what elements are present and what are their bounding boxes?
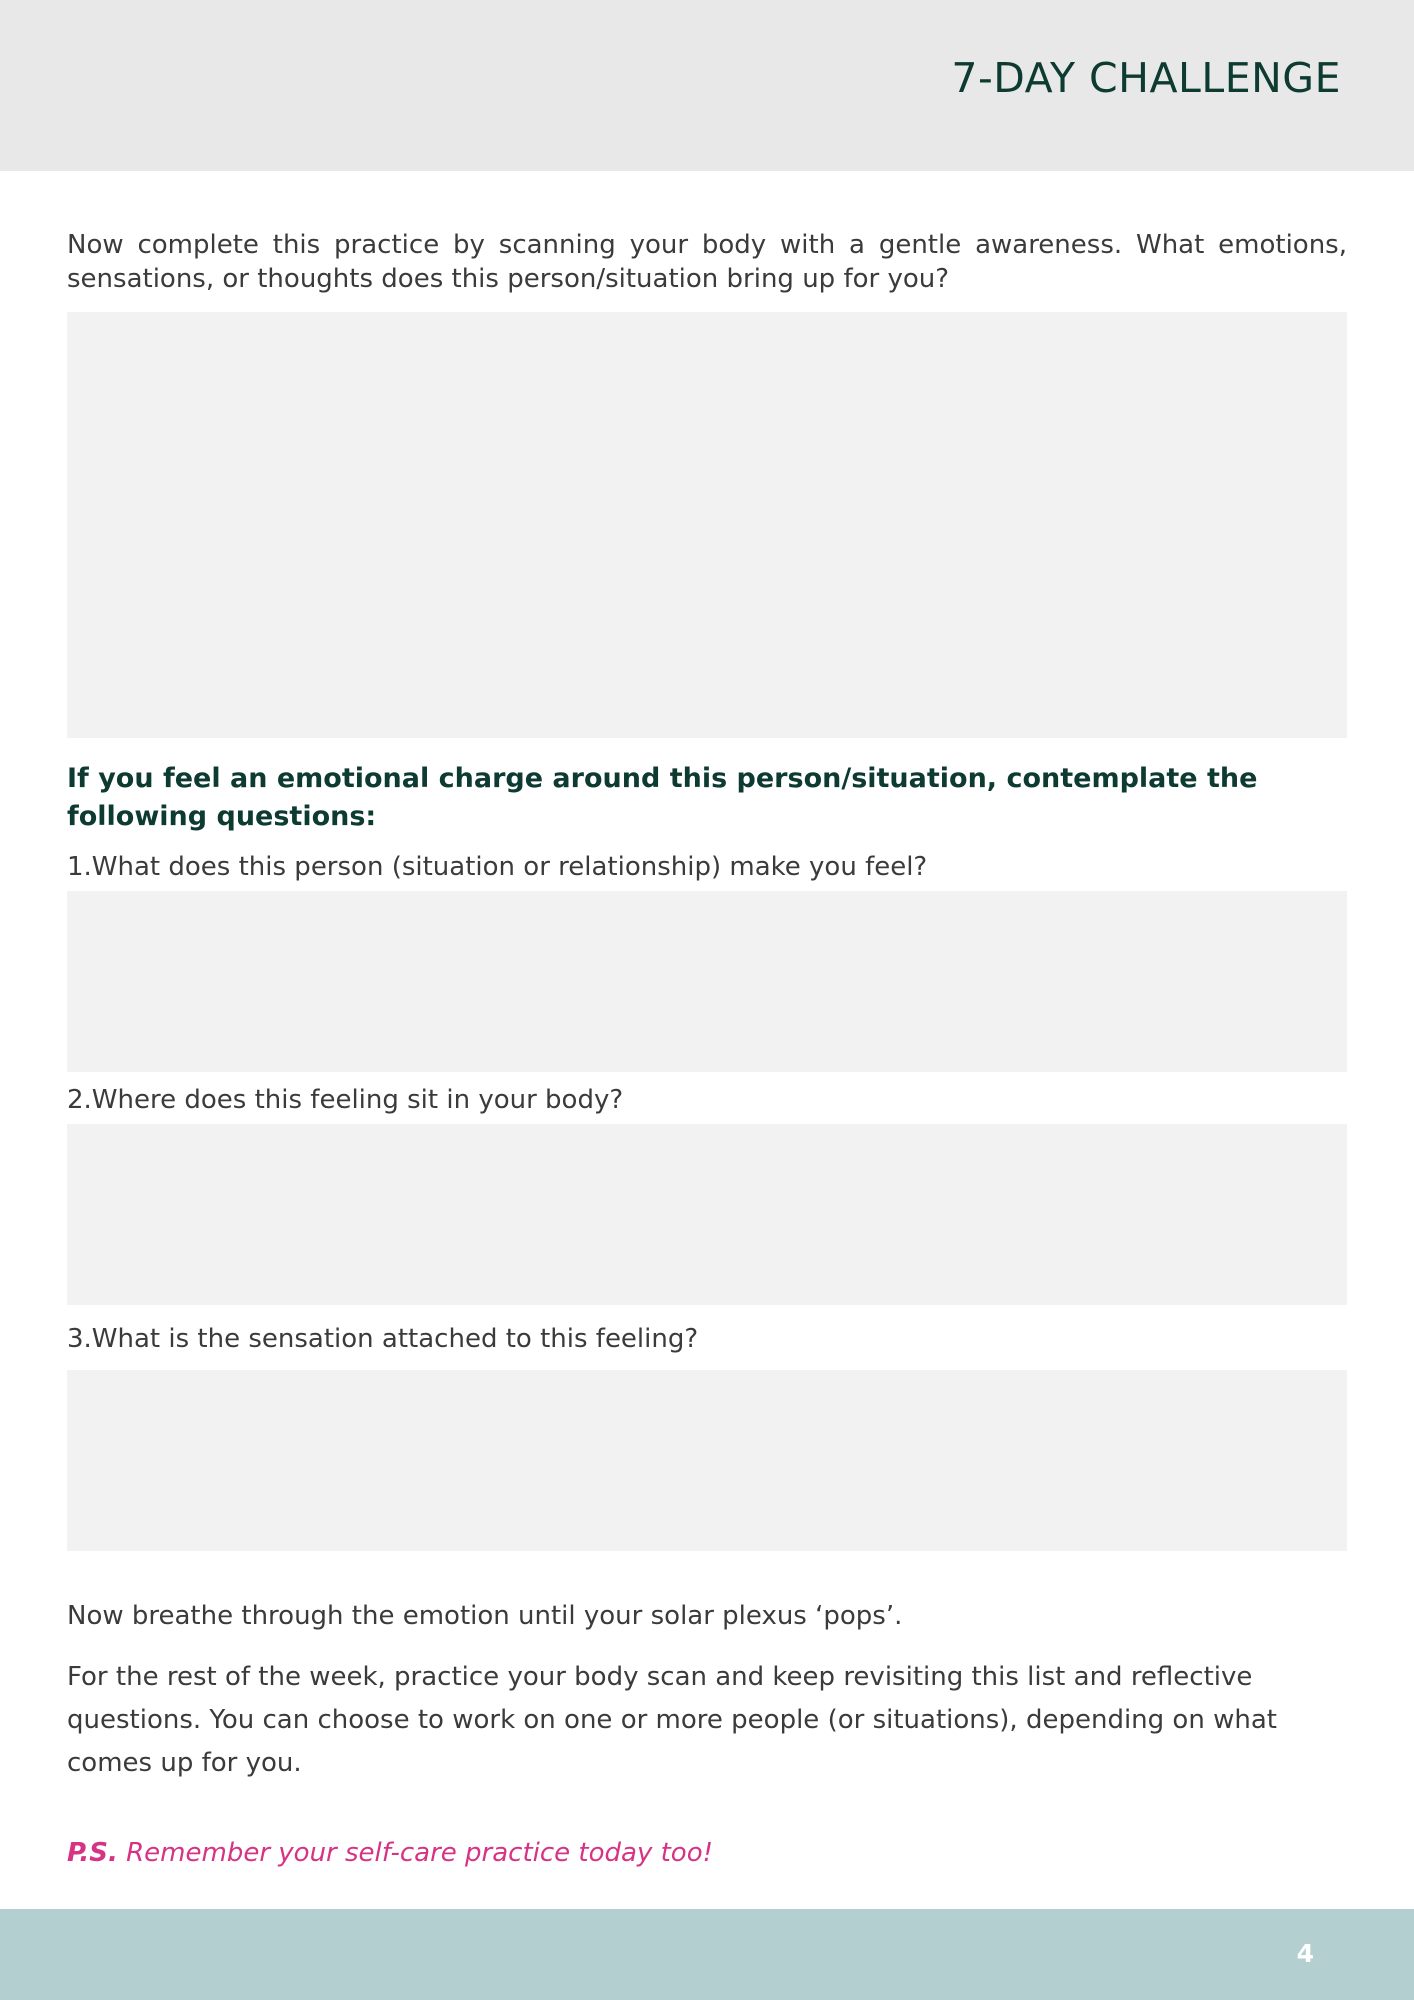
section-heading: If you feel an emotional charge around this person/situation, contemplate the following questions:: [67, 763, 1258, 832]
intro-paragraph: Now complete this practice by scanning your body with a gentle awareness. What emotions, sensations, or thoughts does this person/situation bring up for you?: [67, 230, 1347, 294]
answer-box-question-3[interactable]: [67, 1370, 1347, 1551]
answer-box-question-2[interactable]: [67, 1124, 1347, 1305]
page-number: 4: [1296, 1939, 1314, 1968]
ps-text: Remember your self-care practice today too!: [126, 1838, 714, 1868]
page-footer: [0, 1909, 1414, 2000]
question-3: 3.What is the sensation attached to this feeling?: [67, 1324, 699, 1354]
page-title: 7-DAY CHALLENGE: [951, 54, 1341, 102]
ps-label: P.S.: [67, 1838, 118, 1868]
page-header: [0, 0, 1414, 171]
breathe-instruction: Now breathe through the emotion until your solar plexus ‘pops’.: [67, 1601, 903, 1631]
question-2: 2.Where does this feeling sit in your body?: [67, 1085, 624, 1115]
rest-of-week-paragraph: For the rest of the week, practice your body scan and keep revisiting this list and reflective questions. You can choose to work on one or more people (or situations), depending on what comes up for you.: [67, 1662, 1277, 1778]
answer-box-reflection[interactable]: [67, 312, 1347, 738]
ps-note: [67, 1836, 1347, 1870]
answer-box-question-1[interactable]: [67, 891, 1347, 1072]
question-1: 1.What does this person (situation or relationship) make you feel?: [67, 852, 928, 882]
